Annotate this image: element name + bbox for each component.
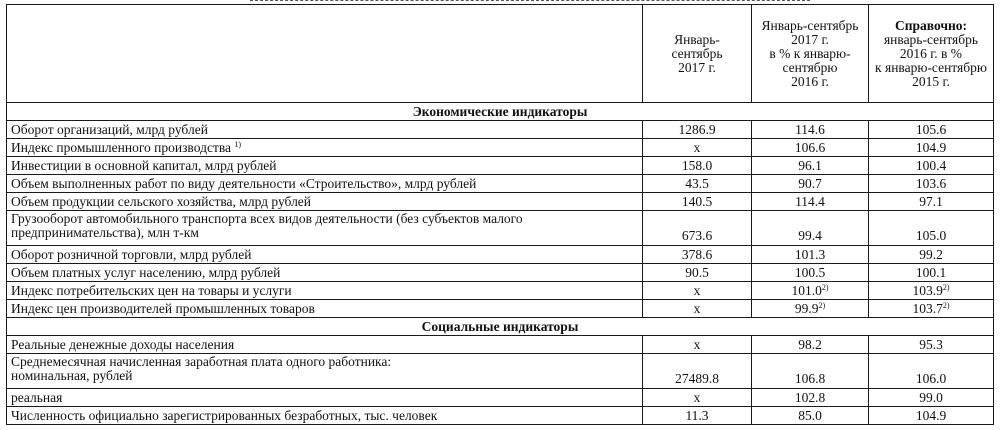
- section-title: Социальные индикаторы: [7, 318, 994, 336]
- table-row: [7, 139, 994, 157]
- header-col1-line: сентябрь: [671, 45, 723, 61]
- indicator-name-line: номинальная, рублей: [11, 368, 133, 383]
- indicators-table: [6, 4, 994, 425]
- value-percent-2016: 106.8: [752, 354, 869, 389]
- header-col2-line: Январь-сентябрь: [761, 17, 859, 33]
- table-row: [7, 175, 994, 193]
- indicator-name-line: Среднемесячная начисленная заработная плата одного работника:: [11, 354, 392, 369]
- indicator-name: реальная: [7, 389, 643, 407]
- value-percent-2016: 90.7: [752, 175, 869, 193]
- indicator-name: Индекс потребительских цен на товары и услуги: [7, 282, 643, 300]
- header-col3-line: к январю-сентябрю: [875, 59, 987, 75]
- value-jan-sep-2017: 673.6: [643, 211, 752, 246]
- header-col3-line: январь-сентябрь: [883, 31, 979, 47]
- header-col-percent-2016: [752, 5, 869, 103]
- value-jan-sep-2017: x: [643, 282, 752, 300]
- indicator-name: Индекс промышленного производства: [11, 139, 232, 155]
- value-reference-cell: [869, 300, 994, 318]
- value-jan-sep-2017: 378.6: [643, 246, 752, 264]
- header-col-jan-sep-2017: [643, 5, 752, 103]
- indicator-name: Инвестиции в основной капитал, млрд рублей: [7, 157, 643, 175]
- value-percent-2016: 98.2: [752, 336, 869, 354]
- value-percent-2016: 101.0: [791, 282, 822, 298]
- value-percent-2016-cell: [752, 282, 869, 300]
- value-percent-2016: 85.0: [752, 407, 869, 425]
- table-row: [7, 264, 994, 282]
- table-row: [7, 211, 994, 246]
- table-row: [7, 157, 994, 175]
- section-row-social: [7, 318, 994, 336]
- footnote-marker: 1): [234, 139, 242, 149]
- value-reference: 103.7: [912, 300, 943, 316]
- footnote-marker: 2): [821, 282, 829, 292]
- indicator-name: Оборот организаций, млрд рублей: [7, 121, 643, 139]
- value-reference: 103.9: [912, 282, 943, 298]
- indicator-name: Оборот розничной торговли, млрд рублей: [7, 246, 643, 264]
- indicator-name: Объем продукции сельского хозяйства, млрд рублей: [7, 193, 643, 211]
- table-row: [7, 121, 994, 139]
- top-rule: [250, 0, 810, 2]
- indicator-name: Реальные денежные доходы населения: [7, 336, 643, 354]
- value-jan-sep-2017: 158.0: [643, 157, 752, 175]
- value-jan-sep-2017: x: [643, 336, 752, 354]
- indicator-name-cell: [7, 139, 643, 157]
- indicator-name-line: предпринимательства), млн т-км: [11, 225, 199, 240]
- value-reference: 100.1: [869, 264, 994, 282]
- indicator-name: Индекс цен производителей промышленных товаров: [7, 300, 643, 318]
- value-percent-2016-cell: [752, 300, 869, 318]
- value-reference: 100.4: [869, 157, 994, 175]
- value-percent-2016: 106.6: [752, 139, 869, 157]
- header-col3-title: Справочно:: [894, 17, 968, 33]
- table-row: [7, 300, 994, 318]
- section-title: Экономические индикаторы: [7, 103, 994, 121]
- value-percent-2016: 96.1: [752, 157, 869, 175]
- value-jan-sep-2017: 140.5: [643, 193, 752, 211]
- indicator-name-cell: [7, 211, 643, 246]
- header-col1-line: Январь-: [674, 31, 720, 47]
- header-col2-line: 2016 г.: [791, 73, 829, 89]
- value-jan-sep-2017: x: [643, 300, 752, 318]
- header-col3-line: 2016 г. в %: [899, 45, 963, 61]
- value-jan-sep-2017: 11.3: [643, 407, 752, 425]
- header-col3-line: 2015 г.: [912, 73, 950, 89]
- indicator-name: Объем платных услуг населению, млрд рублей: [7, 264, 643, 282]
- table-row: [7, 193, 994, 211]
- value-reference: 99.0: [869, 389, 994, 407]
- value-percent-2016: 99.9: [794, 300, 819, 316]
- table-row: [7, 389, 994, 407]
- footnote-marker: 2): [942, 300, 950, 310]
- value-percent-2016: 99.4: [752, 211, 869, 246]
- footnote-marker: 2): [942, 282, 950, 292]
- value-reference: 99.2: [869, 246, 994, 264]
- value-jan-sep-2017: 27489.8: [643, 354, 752, 389]
- value-percent-2016: 114.4: [752, 193, 869, 211]
- header-col2-line: сентябрю: [782, 59, 838, 75]
- value-jan-sep-2017: 90.5: [643, 264, 752, 282]
- value-percent-2016: 114.6: [752, 121, 869, 139]
- indicator-name-cell: [7, 354, 643, 389]
- indicator-name: Объем выполненных работ по виду деятельности «Строительство», млрд рублей: [7, 175, 643, 193]
- value-reference: 97.1: [869, 193, 994, 211]
- value-reference: 105.0: [869, 211, 994, 246]
- table-row: [7, 246, 994, 264]
- table-row: [7, 336, 994, 354]
- value-reference: 95.3: [869, 336, 994, 354]
- value-jan-sep-2017: 43.5: [643, 175, 752, 193]
- value-reference-cell: [869, 282, 994, 300]
- indicator-name-line: Грузооборот автомобильного транспорта всех видов деятельности (без субъектов малого: [11, 211, 523, 226]
- table-row: [7, 282, 994, 300]
- value-percent-2016: 100.5: [752, 264, 869, 282]
- indicator-name: Численность официально зарегистрированных безработных, тыс. человек: [7, 407, 643, 425]
- header-col-reference: [869, 5, 994, 103]
- header-col2-line: в % к январю-: [769, 45, 851, 61]
- value-reference: 103.6: [869, 175, 994, 193]
- value-jan-sep-2017: x: [643, 139, 752, 157]
- value-jan-sep-2017: x: [643, 389, 752, 407]
- value-percent-2016: 101.3: [752, 246, 869, 264]
- header-row: [7, 5, 994, 103]
- value-reference: 104.9: [869, 407, 994, 425]
- value-reference: 105.6: [869, 121, 994, 139]
- value-jan-sep-2017: 1286.9: [643, 121, 752, 139]
- header-col2-line: 2017 г.: [791, 31, 829, 47]
- value-reference: 106.0: [869, 354, 994, 389]
- header-col1-line: 2017 г.: [678, 59, 716, 75]
- section-row-economic: [7, 103, 994, 121]
- header-blank-cell: [7, 5, 643, 103]
- value-reference: 104.9: [869, 139, 994, 157]
- value-percent-2016: 102.8: [752, 389, 869, 407]
- footnote-marker: 2): [818, 300, 826, 310]
- table-row: [7, 407, 994, 425]
- table-row: [7, 354, 994, 389]
